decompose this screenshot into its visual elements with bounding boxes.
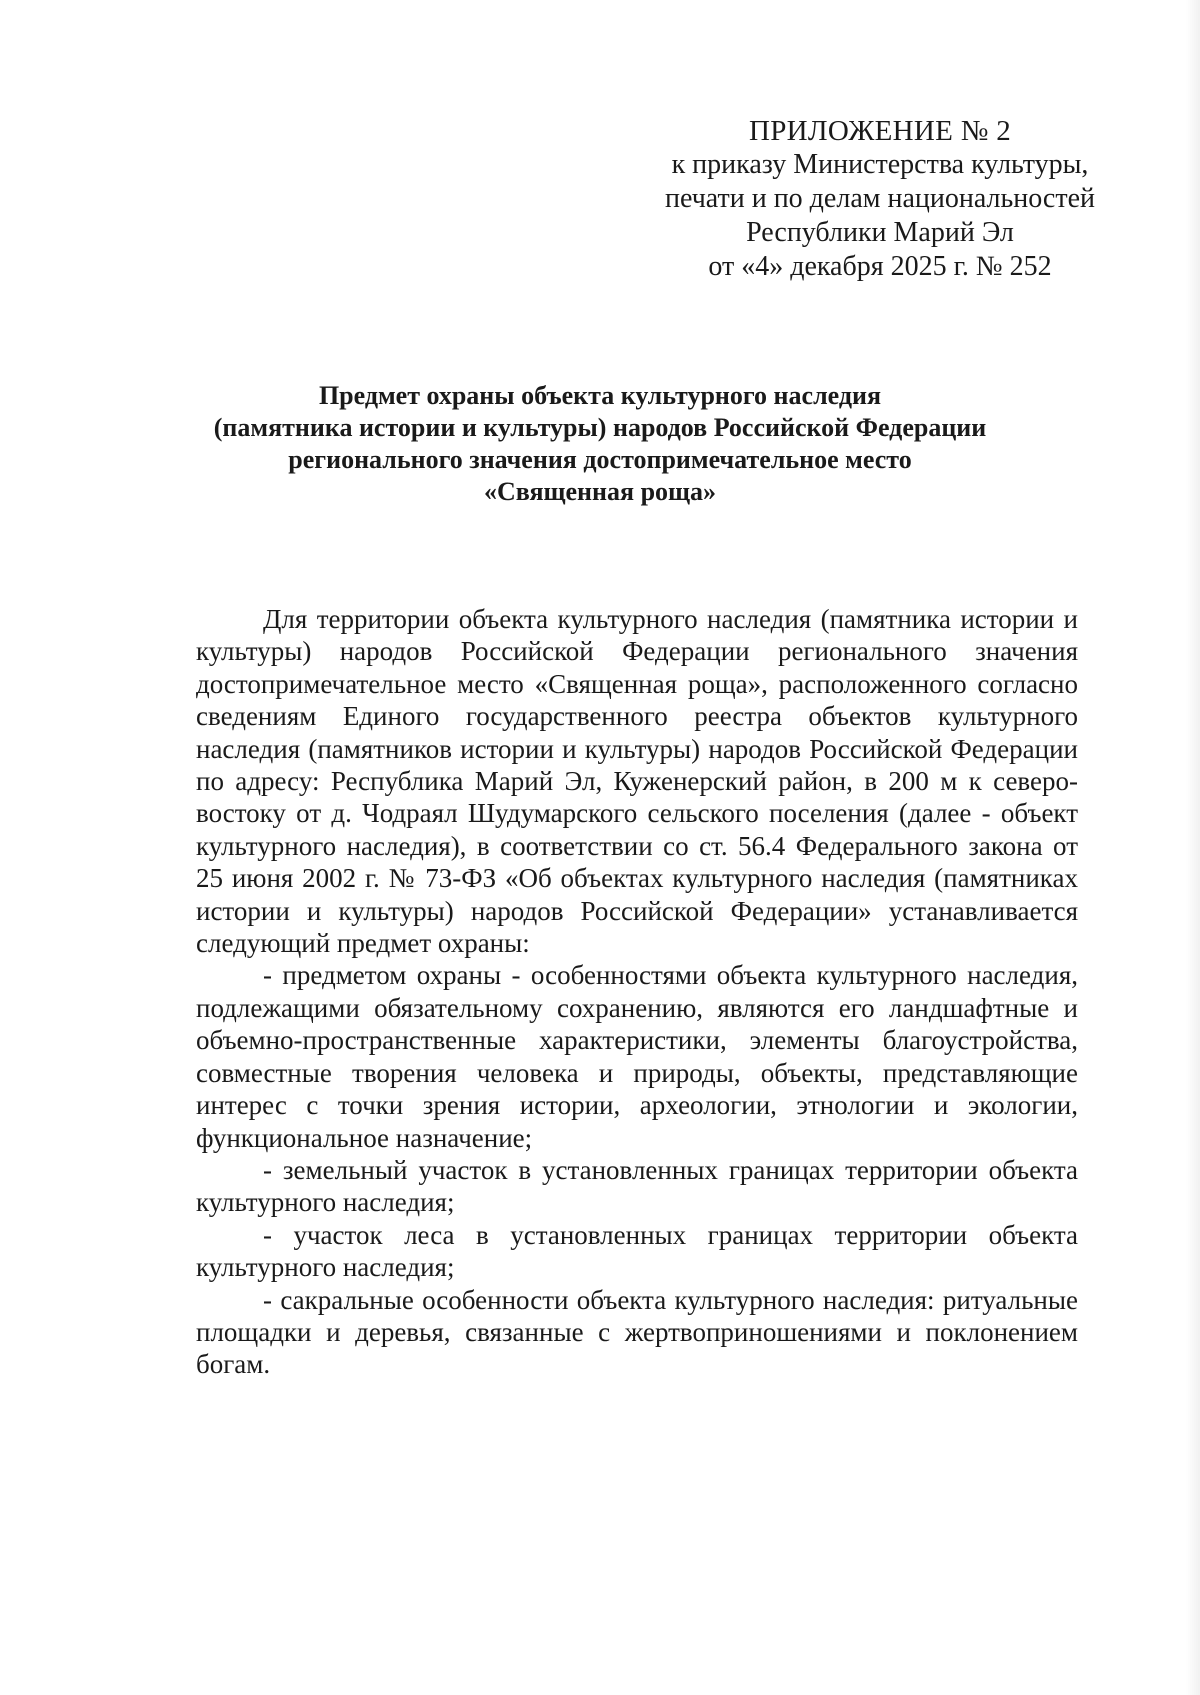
title-line: (памятника истории и культуры) народов Российской Федерации — [213, 413, 987, 442]
protection-item: - предметом охраны - особенностями объекта культурного наследия, подлежащими обязательному сохранению, являются его ландшафтные и объемно-пространственные характеристики, элементы благоустройства, совместные творения человека и природы, объекты, представляющие интерес с точки зрения истории, археологии, этнологии и экологии, функциональное назначение; — [196, 960, 1078, 1153]
title-line: регионального значения достопримечательное место — [288, 445, 912, 474]
intro-paragraph: Для территории объекта культурного наследия (памятника истории и культуры) народов Российской Федерации регионального значения достопримечательное место «Священная роща», расположенного согласно сведениям Единого государственного реестра объектов культурного наследия (памятников истории и культуры) народов Российской Федерации по адресу: Республика Марий Эл, Куженерский район, в 200 м к северо-востоку от д. Чодраял Шудумарского сельского поселения (далее - объект культурного наследия), в соответствии со ст. 56.4 Федерального закона от 25 июня 2002 г. № 73-ФЗ «Об объектах культурного наследия (памятниках истории и культуры) народов Российской Федерации» устанавливается следующий предмет охраны: — [196, 604, 1078, 959]
appendix-line: к приказу Министерства культуры, — [671, 149, 1089, 180]
protection-item: - земельный участок в установленных границах территории объекта культурного наследия; — [196, 1154, 1078, 1218]
protection-item: - сакральные особенности объекта культурного наследия: ритуальные площадки и деревья, связанные с жертвоприношениями и поклонением богам. — [196, 1284, 1078, 1380]
document-title — [180, 380, 1020, 508]
appendix-line: Республики Марий Эл — [746, 217, 1014, 248]
appendix-header — [640, 114, 1120, 284]
document-body — [196, 603, 1078, 1381]
appendix-label: ПРИЛОЖЕНИЕ № 2 — [748, 115, 1012, 147]
title-line: Предмет охраны объекта культурного наследия — [318, 381, 882, 410]
appendix-line: от «4» декабря 2025 г. № 252 — [708, 251, 1052, 282]
title-line: «Священная роща» — [484, 477, 716, 506]
appendix-line: печати и по делам национальностей — [664, 183, 1096, 214]
page-edge-shadow — [1186, 0, 1200, 1695]
protection-item: - участок леса в установленных границах территории объекта культурного наследия; — [196, 1219, 1078, 1283]
